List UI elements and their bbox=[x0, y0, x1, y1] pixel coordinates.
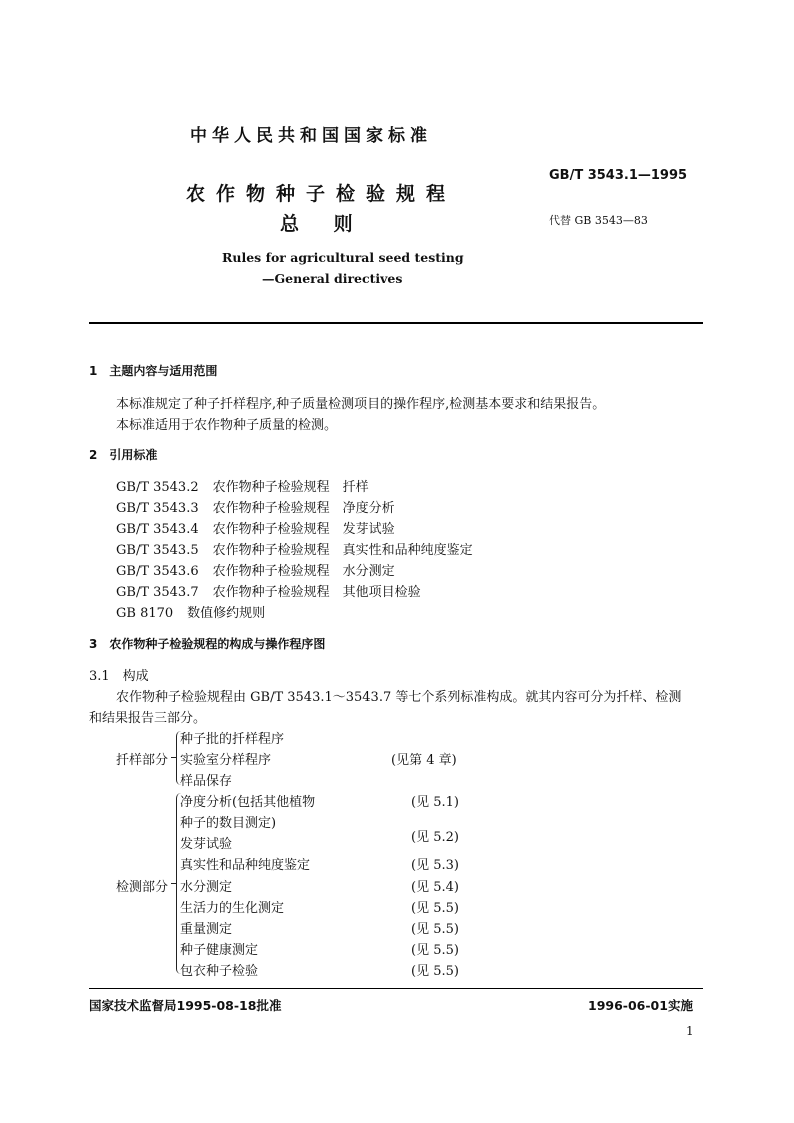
reference-title: 农作物种子检验规程 发芽试验 bbox=[212, 522, 395, 537]
reference-code: GB/T 3543.7 bbox=[116, 585, 199, 600]
national-standard-title: 中华人民共和国国家标准 bbox=[190, 126, 432, 146]
sampling-item: 种子批的扦样程序 bbox=[180, 732, 285, 747]
reference-title: 农作物种子检验规程 真实性和品种纯度鉴定 bbox=[212, 543, 473, 558]
testing-reference: (见 5.4) bbox=[411, 880, 459, 895]
approval-note: 国家技术监督局1995-08-18批准 bbox=[89, 998, 282, 1013]
english-title-line-1: Rules for agricultural seed testing bbox=[222, 250, 464, 265]
section-1-paragraph-1: 本标准规定了种子扦样程序,种子质量检测项目的操作程序,检测基本要求和结果报告。 bbox=[116, 397, 606, 412]
sampling-reference: (见第 4 章) bbox=[391, 753, 457, 768]
testing-item: 包衣种子检验 bbox=[180, 964, 259, 979]
testing-reference: (见 5.2) bbox=[411, 830, 459, 845]
section-3-1-paragraph-line-2: 和结果报告三部分。 bbox=[89, 711, 207, 726]
document-subtitle: 总 则 bbox=[280, 213, 353, 235]
reference-item bbox=[116, 497, 395, 516]
section-1-paragraph-2: 本标准适用于农作物种子质量的检测。 bbox=[116, 418, 338, 433]
reference-title: 农作物种子检验规程 净度分析 bbox=[212, 501, 395, 516]
section-3-1-heading: 3.1 构成 bbox=[89, 669, 149, 684]
footer-divider bbox=[89, 988, 703, 989]
testing-label: 检测部分 bbox=[116, 880, 169, 895]
reference-item bbox=[116, 476, 369, 495]
reference-item bbox=[116, 602, 265, 621]
implementation-date: 1996-06-01实施 bbox=[588, 998, 693, 1013]
reference-code: GB/T 3543.5 bbox=[116, 543, 199, 558]
testing-reference: (见 5.5) bbox=[411, 943, 459, 958]
document-title: 农作物种子检验规程 bbox=[186, 183, 457, 205]
reference-title: 农作物种子检验规程 其他项目检验 bbox=[212, 585, 421, 600]
testing-item: 真实性和品种纯度鉴定 bbox=[180, 858, 311, 873]
testing-item: 生活力的生化测定 bbox=[180, 901, 285, 916]
section-3-heading: 3 农作物种子检验规程的构成与操作程序图 bbox=[89, 637, 326, 651]
sampling-item: 样品保存 bbox=[180, 774, 233, 789]
reference-code: GB/T 3543.6 bbox=[116, 564, 199, 579]
section-3-1-paragraph-line-1: 农作物种子检验规程由 GB/T 3543.1～3543.7 等七个系列标准构成。就其内容可分为扦样、检测 bbox=[116, 690, 682, 705]
section-1-heading: 1 主题内容与适用范围 bbox=[89, 364, 218, 378]
testing-reference: (见 5.3) bbox=[411, 858, 459, 873]
reference-title: 农作物种子检验规程 水分测定 bbox=[212, 564, 395, 579]
sampling-label: 扦样部分 bbox=[116, 753, 169, 768]
testing-reference: (见 5.1) bbox=[411, 795, 459, 810]
reference-title: 数值修约规则 bbox=[187, 606, 266, 621]
testing-item: 净度分析(包括其他植物 bbox=[180, 795, 316, 810]
testing-item: 重量测定 bbox=[180, 922, 233, 937]
testing-reference: (见 5.5) bbox=[411, 901, 459, 916]
testing-item: 发芽试验 bbox=[180, 837, 233, 852]
testing-item: 种子健康测定 bbox=[180, 943, 259, 958]
reference-code: GB/T 3543.2 bbox=[116, 480, 199, 495]
sampling-item: 实验室分样程序 bbox=[180, 753, 272, 768]
reference-code: GB/T 3543.4 bbox=[116, 522, 199, 537]
replaces-standard: 代替 GB 3543—83 bbox=[549, 214, 648, 227]
standard-number: GB/T 3543.1—1995 bbox=[549, 168, 688, 183]
reference-code: GB/T 3543.3 bbox=[116, 501, 199, 516]
english-title-line-2: —General directives bbox=[262, 271, 403, 286]
reference-item bbox=[116, 581, 421, 600]
reference-title: 农作物种子检验规程 扦样 bbox=[212, 480, 369, 495]
reference-item bbox=[116, 518, 395, 537]
reference-item bbox=[116, 539, 473, 558]
page-number: 1 bbox=[686, 1024, 694, 1038]
reference-item bbox=[116, 560, 395, 579]
section-2-heading: 2 引用标准 bbox=[89, 448, 158, 462]
testing-item: 水分测定 bbox=[180, 880, 233, 895]
testing-item: 种子的数目测定) bbox=[180, 816, 277, 831]
reference-code: GB 8170 bbox=[116, 606, 174, 621]
testing-reference: (见 5.5) bbox=[411, 922, 459, 937]
header-divider bbox=[89, 322, 703, 324]
testing-reference: (见 5.5) bbox=[411, 964, 459, 979]
